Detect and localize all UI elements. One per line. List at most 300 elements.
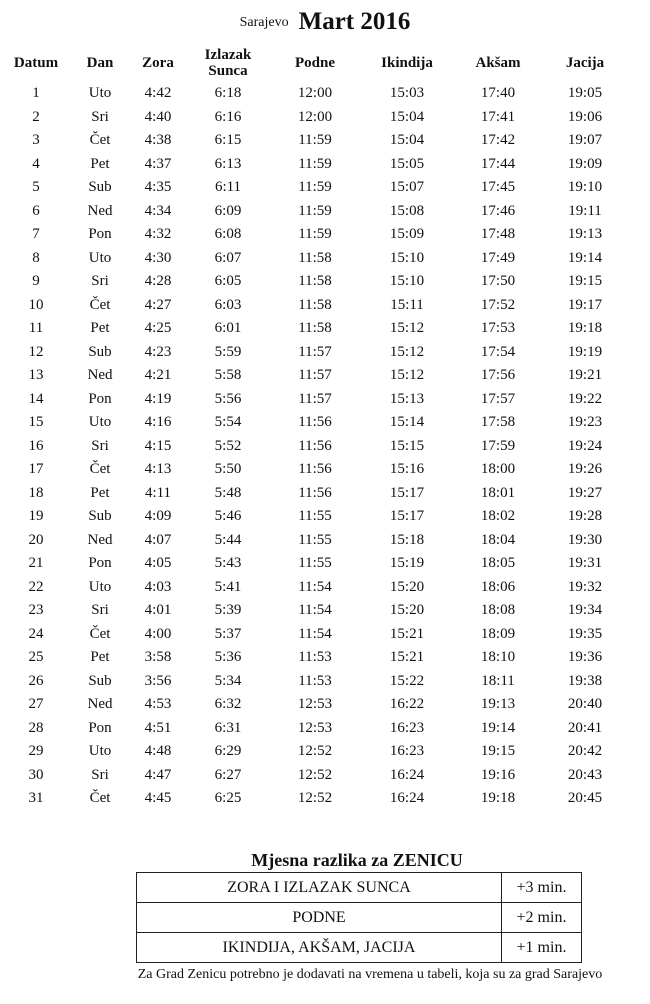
cell-jacija: 19:07 bbox=[567, 132, 603, 149]
cell-jacija: 20:42 bbox=[567, 743, 603, 760]
cell-dan: Čet bbox=[89, 132, 111, 149]
cell-izlazak: 6:31 bbox=[214, 719, 242, 736]
cell-izlazak: 6:09 bbox=[214, 202, 242, 219]
cell-dan: Pon bbox=[88, 390, 112, 407]
cell-izlazak: 5:46 bbox=[214, 508, 242, 525]
table-row bbox=[0, 223, 650, 247]
cell-zora: 4:13 bbox=[144, 461, 172, 478]
cell-datum: 31 bbox=[28, 790, 44, 807]
cell-jacija: 19:06 bbox=[567, 108, 603, 125]
cell-aksam: 18:06 bbox=[480, 578, 516, 595]
cell-podne: 11:59 bbox=[298, 202, 332, 219]
cell-izlazak: 5:48 bbox=[214, 484, 242, 501]
cell-dan: Čet bbox=[89, 790, 111, 807]
footer-note: Za Grad Zenicu potrebno je dodavati na vremena u tabeli, koja su za grad Sarajevo bbox=[137, 967, 603, 982]
cell-ikindija: 15:05 bbox=[389, 155, 425, 172]
cell-zora: 4:47 bbox=[144, 766, 172, 783]
cell-izlazak: 6:11 bbox=[214, 179, 242, 196]
cell-podne: 11:59 bbox=[298, 132, 332, 149]
cell-zora: 4:45 bbox=[144, 790, 172, 807]
cell-podne: 11:58 bbox=[298, 249, 332, 266]
cell-jacija: 19:21 bbox=[567, 367, 603, 384]
table-row bbox=[0, 552, 650, 576]
cell-jacija: 19:05 bbox=[567, 85, 603, 102]
header-izlazak-sunca bbox=[188, 47, 268, 79]
cell-ikindija: 15:03 bbox=[389, 85, 425, 102]
cell-podne: 11:57 bbox=[298, 390, 332, 407]
cell-datum: 12 bbox=[28, 343, 44, 360]
cell-podne: 11:55 bbox=[298, 508, 332, 525]
cell-zora: 4:09 bbox=[144, 508, 172, 525]
cell-aksam: 17:54 bbox=[480, 343, 516, 360]
cell-jacija: 19:22 bbox=[567, 390, 603, 407]
cell-zora: 4:30 bbox=[144, 249, 172, 266]
table-row bbox=[0, 435, 650, 459]
cell-podne: 11:59 bbox=[298, 226, 332, 243]
cell-dan: Čet bbox=[89, 296, 111, 313]
cell-zora: 4:21 bbox=[144, 367, 172, 384]
cell-izlazak: 5:43 bbox=[214, 555, 242, 572]
cell-zora: 4:00 bbox=[144, 625, 172, 642]
cell-aksam: 18:08 bbox=[480, 602, 516, 619]
cell-dan: Pet bbox=[90, 155, 110, 172]
cell-podne: 11:56 bbox=[298, 484, 332, 501]
cell-datum: 19 bbox=[28, 508, 44, 525]
cell-datum: 29 bbox=[28, 743, 44, 760]
cell-podne: 11:58 bbox=[298, 273, 332, 290]
cell-izlazak: 6:03 bbox=[214, 296, 242, 313]
cell-zora: 4:53 bbox=[144, 696, 172, 713]
header-izlazak-line2: Sunca bbox=[208, 63, 248, 79]
cell-aksam: 17:49 bbox=[480, 249, 516, 266]
cell-jacija: 19:24 bbox=[567, 437, 603, 454]
cell-izlazak: 5:41 bbox=[214, 578, 242, 595]
cell-jacija: 19:17 bbox=[567, 296, 603, 313]
cell-jacija: 19:32 bbox=[567, 578, 603, 595]
table-row bbox=[0, 106, 650, 130]
prayer-times-table bbox=[0, 44, 650, 811]
cell-aksam: 18:04 bbox=[480, 531, 516, 548]
table-row bbox=[0, 294, 650, 318]
cell-izlazak: 5:52 bbox=[214, 437, 242, 454]
table-row bbox=[0, 529, 650, 553]
cell-jacija: 19:34 bbox=[567, 602, 603, 619]
month-title: Mart 2016 bbox=[298, 8, 411, 35]
cell-aksam: 18:01 bbox=[480, 484, 516, 501]
cell-izlazak: 6:16 bbox=[214, 108, 242, 125]
difference-row bbox=[137, 873, 582, 903]
cell-dan: Sub bbox=[88, 343, 112, 360]
cell-zora: 4:03 bbox=[144, 578, 172, 595]
table-row bbox=[0, 740, 650, 764]
table-row bbox=[0, 270, 650, 294]
table-row bbox=[0, 623, 650, 647]
cell-datum: 17 bbox=[28, 461, 44, 478]
table-row bbox=[0, 153, 650, 177]
table-row bbox=[0, 247, 650, 271]
difference-row bbox=[137, 903, 582, 933]
cell-podne: 11:57 bbox=[298, 343, 332, 360]
cell-jacija: 19:38 bbox=[567, 672, 603, 689]
cell-dan: Ned bbox=[87, 696, 113, 713]
cell-aksam: 19:16 bbox=[480, 766, 516, 783]
cell-podne: 11:56 bbox=[298, 461, 332, 478]
cell-dan: Pet bbox=[90, 320, 110, 337]
page-title bbox=[0, 8, 650, 36]
cell-datum: 8 bbox=[32, 249, 40, 266]
cell-aksam: 17:40 bbox=[480, 85, 516, 102]
cell-ikindija: 16:23 bbox=[389, 719, 425, 736]
difference-label: PODNE bbox=[137, 903, 502, 933]
header-izlazak-line1: Izlazak bbox=[204, 47, 252, 63]
table-row bbox=[0, 200, 650, 224]
cell-aksam: 18:00 bbox=[480, 461, 516, 478]
cell-dan: Pon bbox=[88, 555, 112, 572]
cell-podne: 11:54 bbox=[298, 602, 332, 619]
table-row bbox=[0, 388, 650, 412]
cell-podne: 11:58 bbox=[298, 296, 332, 313]
table-row bbox=[0, 411, 650, 435]
cell-podne: 11:58 bbox=[298, 320, 332, 337]
cell-aksam: 18:05 bbox=[480, 555, 516, 572]
cell-podne: 11:54 bbox=[298, 578, 332, 595]
cell-podne: 11:56 bbox=[298, 414, 332, 431]
cell-dan: Sri bbox=[91, 108, 109, 125]
cell-izlazak: 6:07 bbox=[214, 249, 242, 266]
cell-podne: 11:53 bbox=[298, 672, 332, 689]
table-row bbox=[0, 482, 650, 506]
cell-ikindija: 15:12 bbox=[389, 367, 425, 384]
cell-aksam: 17:41 bbox=[480, 108, 516, 125]
cell-ikindija: 15:14 bbox=[389, 414, 425, 431]
table-row bbox=[0, 458, 650, 482]
cell-jacija: 20:45 bbox=[567, 790, 603, 807]
cell-ikindija: 16:22 bbox=[389, 696, 425, 713]
difference-title: Mjesna razlika za ZENICU bbox=[251, 850, 463, 870]
cell-dan: Uto bbox=[88, 414, 112, 431]
cell-aksam: 17:59 bbox=[480, 437, 516, 454]
cell-ikindija: 16:23 bbox=[389, 743, 425, 760]
cell-datum: 13 bbox=[28, 367, 44, 384]
cell-izlazak: 5:34 bbox=[214, 672, 242, 689]
cell-dan: Pon bbox=[88, 719, 112, 736]
cell-izlazak: 5:54 bbox=[214, 414, 242, 431]
cell-datum: 4 bbox=[32, 155, 40, 172]
cell-podne: 11:55 bbox=[298, 555, 332, 572]
cell-izlazak: 5:59 bbox=[214, 343, 242, 360]
cell-dan: Pet bbox=[90, 649, 110, 666]
cell-datum: 28 bbox=[28, 719, 44, 736]
cell-izlazak: 6:05 bbox=[214, 273, 242, 290]
cell-dan: Sub bbox=[88, 508, 112, 525]
cell-zora: 4:42 bbox=[144, 85, 172, 102]
cell-podne: 11:53 bbox=[298, 649, 332, 666]
cell-jacija: 19:13 bbox=[567, 226, 603, 243]
cell-dan: Čet bbox=[89, 625, 111, 642]
cell-datum: 27 bbox=[28, 696, 44, 713]
cell-dan: Pet bbox=[90, 484, 110, 501]
cell-aksam: 18:10 bbox=[480, 649, 516, 666]
cell-izlazak: 5:58 bbox=[214, 367, 242, 384]
header-dan: Dan bbox=[86, 55, 114, 71]
cell-podne: 12:52 bbox=[297, 766, 333, 783]
cell-podne: 11:57 bbox=[298, 367, 332, 384]
cell-zora: 4:07 bbox=[144, 531, 172, 548]
cell-dan: Sri bbox=[91, 273, 109, 290]
cell-izlazak: 6:15 bbox=[214, 132, 242, 149]
cell-aksam: 17:46 bbox=[480, 202, 516, 219]
table-body bbox=[0, 82, 650, 811]
difference-value: +3 min. bbox=[502, 873, 582, 903]
difference-value: +2 min. bbox=[502, 903, 582, 933]
cell-podne: 12:52 bbox=[297, 790, 333, 807]
header-ikindija: Ikindija bbox=[381, 55, 433, 71]
cell-aksam: 17:45 bbox=[480, 179, 516, 196]
cell-dan: Ned bbox=[87, 202, 113, 219]
cell-zora: 3:56 bbox=[144, 672, 172, 689]
cell-ikindija: 15:09 bbox=[389, 226, 425, 243]
cell-aksam: 19:14 bbox=[480, 719, 516, 736]
cell-datum: 11 bbox=[28, 320, 44, 337]
cell-izlazak: 5:56 bbox=[214, 390, 242, 407]
cell-jacija: 19:35 bbox=[567, 625, 603, 642]
cell-jacija: 19:27 bbox=[567, 484, 603, 501]
cell-zora: 4:38 bbox=[144, 132, 172, 149]
cell-aksam: 17:58 bbox=[480, 414, 516, 431]
header-podne: Podne bbox=[294, 55, 335, 71]
cell-datum: 6 bbox=[32, 202, 40, 219]
cell-podne: 12:00 bbox=[297, 85, 333, 102]
cell-jacija: 19:11 bbox=[568, 202, 602, 219]
table-row bbox=[0, 646, 650, 670]
cell-dan: Sri bbox=[91, 766, 109, 783]
cell-jacija: 19:23 bbox=[567, 414, 603, 431]
cell-aksam: 19:18 bbox=[480, 790, 516, 807]
cell-datum: 24 bbox=[28, 625, 44, 642]
cell-ikindija: 15:17 bbox=[389, 484, 425, 501]
cell-izlazak: 6:32 bbox=[214, 696, 242, 713]
cell-aksam: 17:53 bbox=[480, 320, 516, 337]
cell-aksam: 17:44 bbox=[480, 155, 516, 172]
header-aksam: Akšam bbox=[475, 55, 521, 71]
cell-zora: 4:05 bbox=[144, 555, 172, 572]
cell-datum: 5 bbox=[32, 179, 40, 196]
table-row bbox=[0, 505, 650, 529]
cell-dan: Sub bbox=[88, 672, 112, 689]
cell-ikindija: 15:16 bbox=[389, 461, 425, 478]
cell-izlazak: 6:01 bbox=[214, 320, 242, 337]
cell-ikindija: 15:04 bbox=[389, 108, 425, 125]
cell-ikindija: 15:11 bbox=[390, 296, 424, 313]
difference-label: IKINDIJA, AKŠAM, JACIJA bbox=[137, 933, 502, 963]
cell-jacija: 20:40 bbox=[567, 696, 603, 713]
cell-datum: 16 bbox=[28, 437, 44, 454]
cell-izlazak: 5:36 bbox=[214, 649, 242, 666]
cell-podne: 11:59 bbox=[298, 155, 332, 172]
cell-datum: 10 bbox=[28, 296, 44, 313]
cell-ikindija: 15:13 bbox=[389, 390, 425, 407]
cell-zora: 4:32 bbox=[144, 226, 172, 243]
table-row bbox=[0, 576, 650, 600]
cell-ikindija: 15:15 bbox=[389, 437, 425, 454]
cell-datum: 20 bbox=[28, 531, 44, 548]
cell-ikindija: 15:19 bbox=[389, 555, 425, 572]
cell-podne: 11:59 bbox=[298, 179, 332, 196]
cell-jacija: 19:26 bbox=[567, 461, 603, 478]
cell-podne: 12:52 bbox=[297, 743, 333, 760]
table-row bbox=[0, 82, 650, 106]
cell-datum: 3 bbox=[32, 132, 40, 149]
cell-podne: 11:56 bbox=[298, 437, 332, 454]
cell-izlazak: 5:44 bbox=[214, 531, 242, 548]
cell-ikindija: 15:22 bbox=[389, 672, 425, 689]
cell-izlazak: 6:27 bbox=[214, 766, 242, 783]
table-row bbox=[0, 764, 650, 788]
cell-zora: 4:40 bbox=[144, 108, 172, 125]
cell-dan: Uto bbox=[88, 578, 112, 595]
cell-ikindija: 15:10 bbox=[389, 249, 425, 266]
cell-datum: 1 bbox=[32, 85, 40, 102]
cell-dan: Sri bbox=[91, 437, 109, 454]
cell-izlazak: 6:29 bbox=[214, 743, 242, 760]
table-row bbox=[0, 341, 650, 365]
cell-podne: 11:55 bbox=[298, 531, 332, 548]
cell-datum: 26 bbox=[28, 672, 44, 689]
cell-zora: 4:34 bbox=[144, 202, 172, 219]
cell-podne: 11:54 bbox=[298, 625, 332, 642]
cell-aksam: 17:52 bbox=[480, 296, 516, 313]
cell-jacija: 20:41 bbox=[567, 719, 603, 736]
cell-aksam: 17:56 bbox=[480, 367, 516, 384]
cell-zora: 4:27 bbox=[144, 296, 172, 313]
cell-ikindija: 15:04 bbox=[389, 132, 425, 149]
cell-zora: 4:15 bbox=[144, 437, 172, 454]
table-row bbox=[0, 129, 650, 153]
cell-ikindija: 15:18 bbox=[389, 531, 425, 548]
cell-aksam: 17:48 bbox=[480, 226, 516, 243]
table-row bbox=[0, 693, 650, 717]
cell-izlazak: 6:08 bbox=[214, 226, 242, 243]
cell-datum: 22 bbox=[28, 578, 44, 595]
cell-ikindija: 15:07 bbox=[389, 179, 425, 196]
difference-table bbox=[136, 872, 582, 963]
cell-dan: Uto bbox=[88, 249, 112, 266]
cell-datum: 14 bbox=[28, 390, 44, 407]
cell-ikindija: 15:20 bbox=[389, 578, 425, 595]
city-name: Sarajevo bbox=[239, 15, 289, 30]
difference-row bbox=[137, 933, 582, 963]
cell-jacija: 19:31 bbox=[567, 555, 603, 572]
cell-zora: 4:01 bbox=[144, 602, 172, 619]
cell-jacija: 19:15 bbox=[567, 273, 603, 290]
cell-datum: 30 bbox=[28, 766, 44, 783]
cell-zora: 4:23 bbox=[144, 343, 172, 360]
table-row bbox=[0, 317, 650, 341]
cell-dan: Sub bbox=[88, 179, 112, 196]
cell-dan: Uto bbox=[88, 743, 112, 760]
cell-dan: Ned bbox=[87, 531, 113, 548]
table-header bbox=[0, 44, 650, 82]
difference-value: +1 min. bbox=[502, 933, 582, 963]
cell-datum: 15 bbox=[28, 414, 44, 431]
table-row bbox=[0, 176, 650, 200]
cell-podne: 12:00 bbox=[297, 108, 333, 125]
cell-podne: 12:53 bbox=[297, 719, 333, 736]
cell-zora: 4:37 bbox=[144, 155, 172, 172]
cell-zora: 4:19 bbox=[144, 390, 172, 407]
table-row bbox=[0, 599, 650, 623]
cell-aksam: 17:57 bbox=[480, 390, 516, 407]
cell-datum: 7 bbox=[32, 226, 40, 243]
cell-ikindija: 15:12 bbox=[389, 320, 425, 337]
cell-jacija: 19:19 bbox=[567, 343, 603, 360]
cell-izlazak: 5:50 bbox=[214, 461, 242, 478]
cell-jacija: 19:09 bbox=[567, 155, 603, 172]
table-row bbox=[0, 364, 650, 388]
cell-izlazak: 6:13 bbox=[214, 155, 242, 172]
cell-aksam: 18:02 bbox=[480, 508, 516, 525]
cell-datum: 23 bbox=[28, 602, 44, 619]
cell-jacija: 19:18 bbox=[567, 320, 603, 337]
table-row bbox=[0, 787, 650, 811]
cell-zora: 4:51 bbox=[144, 719, 172, 736]
cell-datum: 2 bbox=[32, 108, 40, 125]
cell-jacija: 19:30 bbox=[567, 531, 603, 548]
cell-zora: 4:16 bbox=[144, 414, 172, 431]
cell-ikindija: 16:24 bbox=[389, 766, 425, 783]
cell-zora: 4:28 bbox=[144, 273, 172, 290]
cell-datum: 18 bbox=[28, 484, 44, 501]
cell-izlazak: 6:18 bbox=[214, 85, 242, 102]
cell-ikindija: 15:17 bbox=[389, 508, 425, 525]
cell-aksam: 17:42 bbox=[480, 132, 516, 149]
cell-dan: Sri bbox=[91, 602, 109, 619]
cell-ikindija: 15:08 bbox=[389, 202, 425, 219]
cell-zora: 4:25 bbox=[144, 320, 172, 337]
difference-label: ZORA I IZLAZAK SUNCA bbox=[137, 873, 502, 903]
cell-ikindija: 15:21 bbox=[389, 625, 425, 642]
cell-datum: 21 bbox=[28, 555, 44, 572]
cell-ikindija: 15:21 bbox=[389, 649, 425, 666]
cell-jacija: 19:14 bbox=[567, 249, 603, 266]
cell-aksam: 19:13 bbox=[480, 696, 516, 713]
cell-aksam: 18:09 bbox=[480, 625, 516, 642]
cell-datum: 25 bbox=[28, 649, 44, 666]
cell-zora: 4:48 bbox=[144, 743, 172, 760]
cell-izlazak: 5:39 bbox=[214, 602, 242, 619]
cell-ikindija: 15:10 bbox=[389, 273, 425, 290]
header-datum: Datum bbox=[13, 55, 59, 71]
table-row bbox=[0, 670, 650, 694]
cell-jacija: 19:36 bbox=[567, 649, 603, 666]
header-zora: Zora bbox=[142, 55, 174, 71]
table-row bbox=[0, 717, 650, 741]
cell-datum: 9 bbox=[32, 273, 40, 290]
cell-zora: 4:11 bbox=[144, 484, 172, 501]
cell-dan: Uto bbox=[88, 85, 112, 102]
cell-jacija: 19:10 bbox=[567, 179, 603, 196]
cell-aksam: 19:15 bbox=[480, 743, 516, 760]
cell-podne: 12:53 bbox=[297, 696, 333, 713]
cell-ikindija: 16:24 bbox=[389, 790, 425, 807]
cell-dan: Pon bbox=[88, 226, 112, 243]
cell-dan: Čet bbox=[89, 461, 111, 478]
cell-ikindija: 15:12 bbox=[389, 343, 425, 360]
cell-zora: 3:58 bbox=[144, 649, 172, 666]
cell-aksam: 17:50 bbox=[480, 273, 516, 290]
header-jacija: Jacija bbox=[565, 55, 605, 71]
cell-aksam: 18:11 bbox=[481, 672, 515, 689]
